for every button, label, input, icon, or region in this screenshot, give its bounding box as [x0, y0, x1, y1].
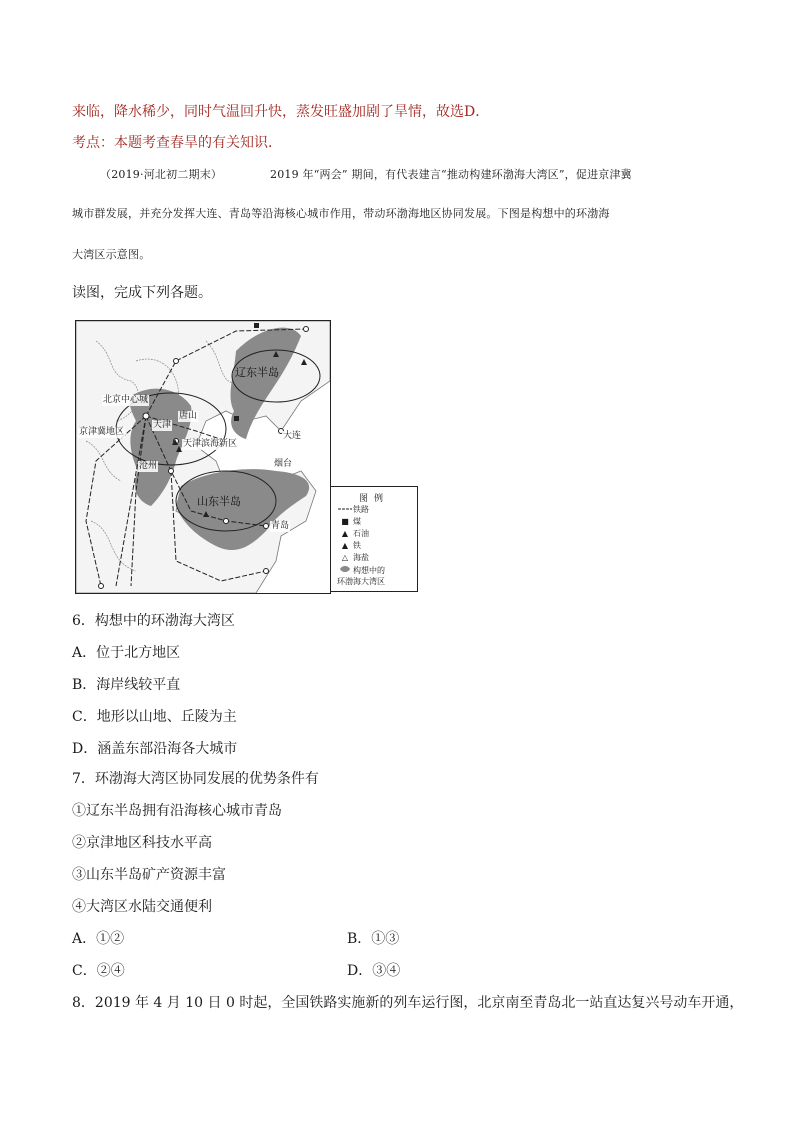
label-cangzhou: 沧州: [139, 461, 158, 471]
salt-triangle-icon: △: [341, 553, 349, 562]
legend-railway: 铁路: [337, 505, 369, 515]
oil-triangle-icon: ▲: [341, 529, 349, 538]
q7-option-c[interactable]: C．②④: [72, 963, 125, 979]
label-shandong: 山东半岛: [197, 495, 241, 508]
q6-option-c[interactable]: C．地形以山地、丘陵为主: [72, 709, 237, 725]
iron-triangle-icon: ▲: [341, 541, 349, 550]
q6-option-d[interactable]: D．涵盖东部沿海各大城市: [72, 741, 238, 757]
question-8-stem: 8．2019 年 4 月 10 日 0 时起，全国铁路实施新的列车运行图，北京南至青岛北一站直达复兴号动车开通，: [72, 995, 744, 1011]
q7-statement-1: ①辽东半岛拥有沿海核心城市青岛: [72, 803, 282, 819]
q7-statement-2: ②京津地区科技水平高: [72, 835, 212, 851]
instruction: 读图，完成下列各题。: [72, 285, 212, 301]
q7-statement-4: ④大湾区水陆交通便利: [72, 899, 212, 915]
legend-coal: ■ 煤: [337, 517, 361, 527]
label-liaodong: 辽东半岛: [235, 366, 279, 379]
railway-line-icon: [337, 505, 353, 515]
bay-area-patch-icon: [337, 565, 353, 576]
map-legend: [330, 486, 418, 592]
coal-square-icon: ■: [341, 517, 349, 526]
label-jingjinji: 京津冀地区: [79, 427, 125, 437]
legend-bay-area-2: 环渤海大湾区: [337, 577, 385, 586]
q7-option-a[interactable]: A．①②: [72, 931, 125, 947]
legend-title: 图例: [358, 494, 389, 504]
label-tianjin: 天津: [153, 420, 172, 430]
label-qingdao: 青岛: [271, 521, 290, 531]
explanation-line: 来临，降水稀少，同时气温回升快，蒸发旺盛加剧了旱情，故选D．: [72, 104, 490, 120]
passage-line-2: 城市群发展，并充分发挥大连、青岛等沿海核心城市作用，带动环渤海地区协同发展。下图是构想中的环渤海: [72, 207, 610, 220]
legend-salt: △ 海盐: [337, 553, 369, 563]
passage-line-1: 2019 年“两会” 期间，有代表建言“推动构建环渤海大湾区”，促进京津冀: [270, 168, 632, 181]
passage-line-3: 大湾区示意图。: [72, 248, 151, 261]
map-drawing: [76, 321, 330, 593]
land-area: [76, 321, 330, 593]
question-6-stem: 6．构想中的环渤海大湾区: [72, 613, 235, 629]
q7-statement-3: ③山东半岛矿产资源丰富: [72, 867, 226, 883]
label-dalian: 大连: [283, 431, 302, 441]
knowledge-point: 考点：本题考查春旱的有关知识．: [72, 135, 282, 151]
label-binhai: 天津滨海新区: [183, 439, 238, 449]
legend-bay-area: 构想中的: [337, 565, 385, 576]
q6-option-a[interactable]: A．位于北方地区: [72, 645, 181, 661]
question-7-stem: 7．环渤海大湾区协同发展的优势条件有: [72, 771, 319, 787]
bay-area-map: [75, 320, 331, 594]
label-beijing: 北京中心城: [103, 395, 149, 405]
q7-option-d[interactable]: D．③④: [347, 963, 401, 979]
q6-option-b[interactable]: B．海岸线较平直: [72, 677, 181, 693]
label-tangshan: 唐山: [179, 411, 198, 421]
legend-iron: ▲ 铁: [337, 541, 361, 551]
legend-oil: ▲ 石油: [337, 529, 369, 539]
passage-source: （2019·河北初二期末）: [100, 168, 223, 181]
q7-option-b[interactable]: B．①③: [347, 931, 400, 947]
label-yantai: 烟台: [274, 459, 293, 469]
